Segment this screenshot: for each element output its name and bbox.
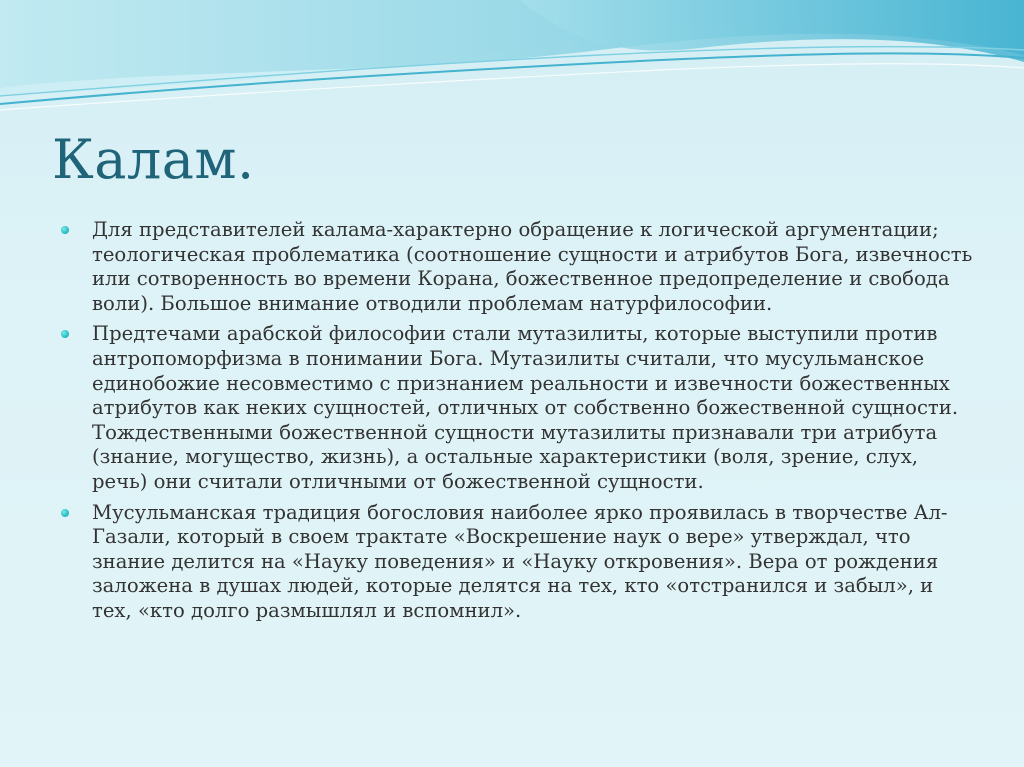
slide-title: Калам. (52, 128, 255, 191)
bullet-item (58, 501, 978, 624)
wave-right (520, 0, 1024, 62)
bullet-item (58, 322, 978, 494)
bullet-dot-icon (61, 509, 69, 517)
bullet-list (58, 218, 978, 630)
bullet-text: Предтечами арабской философии стали мутазилиты, которые выступили против антропоморфизма в понимании Бога. Мутазилиты считали, что мусульманское единобожие несовместимо с признанием реальности и извечности божественных атрибутов как неких сущностей, отличных от собственно божественной сущности. Тождественными божественной сущности мутазилиты признавали три атрибута (знание, могущество, жизнь), а остальные характеристики (воля, зрение, слух, речь) они считали отличными от божественной сущности. (92, 322, 959, 493)
bullet-item (58, 218, 978, 316)
bullet-text: Мусульманская традиция богословия наиболее ярко проявилась в творчестве Ал-Газали, который в своем трактате «Воскрешение наук о вере» утверждал, что знание делится на «Науку поведения» и «Науку откровения». Вера от рождения заложена в душах людей, которые делятся на тех, кто «отстранился и забыл», и тех, «кто долго размышлял и вспомнил». (92, 500, 948, 622)
bullet-text: Для представителей калама-характерно обращение к логической аргументации; теологическая проблематика (соотношение сущности и атрибутов Бога, извечность или сотворенность во времени Корана, божественное предопределение и свобода воли). Большое внимание отводили проблемам натурфилософии. (92, 218, 973, 315)
wave-decoration (0, 0, 1024, 130)
bullet-dot-icon (61, 330, 69, 338)
bullet-dot-icon (61, 226, 69, 234)
